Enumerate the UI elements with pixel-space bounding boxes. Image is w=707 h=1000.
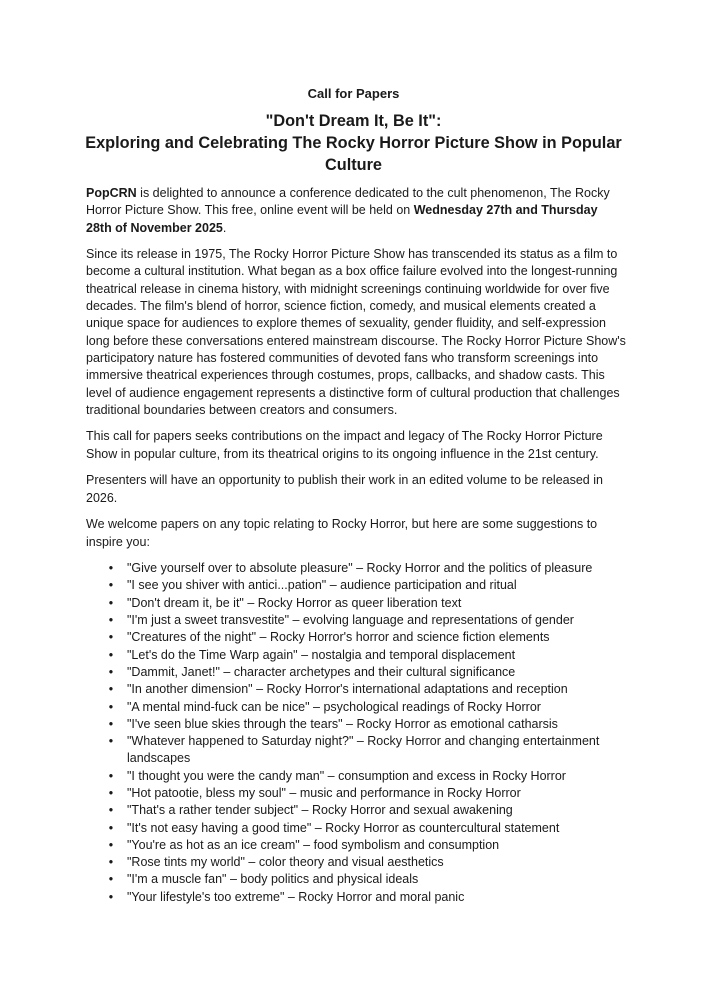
topic-text: "I'm a muscle fan" – body politics and physical ideals: [127, 872, 419, 887]
intro-text-2: .: [222, 220, 227, 235]
intro-paragraph: [86, 185, 626, 237]
list-item: [86, 854, 626, 871]
list-item: [86, 595, 626, 612]
list-item: [86, 664, 626, 681]
title-line-2: Exploring and Celebrating The Rocky Horror Picture Show in Popular Culture: [85, 134, 622, 174]
topic-text: "Don't dream it, be it" – Rocky Horror as queer liberation text: [127, 595, 462, 610]
list-item: [86, 768, 626, 785]
bullet-icon: •: [108, 699, 114, 714]
list-item: [86, 889, 626, 906]
document-kicker: Call for Papers: [307, 86, 400, 101]
bullet-icon: •: [108, 578, 114, 593]
bullet-icon: •: [108, 855, 114, 870]
topic-text: "I've seen blue skies through the tears" – Rocky Horror as emotional catharsis: [127, 716, 558, 731]
list-item: [86, 716, 626, 733]
list-item: [86, 820, 626, 837]
bullet-icon: •: [108, 768, 114, 783]
bullet-icon: •: [108, 803, 114, 818]
bullet-icon: •: [108, 561, 114, 576]
list-item: [86, 577, 626, 594]
organization-name: PopCRN: [86, 186, 137, 200]
list-item: [86, 629, 626, 646]
bullet-icon: •: [108, 716, 114, 731]
bullet-icon: •: [108, 785, 114, 800]
list-item: [86, 699, 626, 716]
topic-text: "Dammit, Janet!" – character archetypes and their cultural significance: [127, 664, 516, 679]
title-line-1: "Don't Dream It, Be It":: [265, 112, 442, 130]
list-item: [86, 681, 626, 698]
topic-text: "It's not easy having a good time" – Rocky Horror as countercultural statement: [127, 820, 560, 835]
bullet-icon: •: [108, 734, 114, 749]
bullet-icon: •: [108, 595, 114, 610]
bullet-icon: •: [108, 820, 114, 835]
list-item: [86, 560, 626, 577]
bullet-icon: •: [108, 682, 114, 697]
topic-text: "A mental mind-fuck can be nice" – psychological readings of Rocky Horror: [127, 699, 541, 714]
background-paragraph: Since its release in 1975, The Rocky Horror Picture Show has transcended its status as a film to become a cultural institution. What began as a box office failure evolved into the longest-running theatrical release in cinema history, with midnight screenings continuing worldwide for over five decades. The film's blend of horror, science fiction, comedy, and musical elements created a unique space for audiences to explore themes of sexuality, gender fluidity, and self-expression long before these conversations entered mainstream discourse. The Rocky Horror Picture Show's participatory nature has fostered communities of devoted fans who transform screenings into immersive theatrical experiences through costumes, props, callbacks, and shadow casts. This level of audience engagement represents a distinctive form of cultural production that challenges traditional boundaries between creators and consumers.: [86, 247, 626, 417]
list-item: [86, 647, 626, 664]
topic-text: "Your lifestyle's too extreme" – Rocky Horror and moral panic: [127, 889, 465, 904]
bullet-icon: •: [108, 613, 114, 628]
list-item: [86, 871, 626, 888]
publication-paragraph: Presenters will have an opportunity to publish their work in an edited volume to be released in 2026.: [86, 473, 603, 505]
bullet-icon: •: [108, 872, 114, 887]
bullet-icon: •: [108, 630, 114, 645]
intro-text-1: is delighted to announce a conference dedicated to the cult phenomenon, The Rocky Horror Picture Show. This free, online event will be held on: [86, 186, 610, 218]
document-body: [86, 185, 626, 906]
topic-text: "I'm just a sweet transvestite" – evolving language and representations of gender: [127, 613, 574, 628]
topic-text: "Hot patootie, bless my soul" – music and performance in Rocky Horror: [127, 785, 521, 800]
topic-text: "That's a rather tender subject" – Rocky Horror and sexual awakening: [127, 803, 513, 818]
scope-paragraph: This call for papers seeks contributions on the impact and legacy of The Rocky Horror Picture Show in popular culture, from its theatrical origins to its ongoing influence in the 21st century.: [86, 429, 603, 461]
topics-intro-paragraph: We welcome papers on any topic relating to Rocky Horror, but here are some suggestions to inspire you:: [86, 517, 598, 549]
bullet-icon: •: [108, 664, 114, 679]
list-item: [86, 612, 626, 629]
topic-text: "Give yourself over to absolute pleasure" – Rocky Horror and the politics of pleasure: [127, 561, 593, 576]
bullet-icon: •: [108, 837, 114, 852]
document-title: [60, 110, 647, 176]
bullet-icon: •: [108, 647, 114, 662]
topic-text: "You're as hot as an ice cream" – food symbolism and consumption: [127, 837, 500, 852]
event-dates: Wednesday 27th and Thursday 28th of November 2025: [86, 203, 598, 235]
topic-text: "Rose tints my world" – color theory and visual aesthetics: [127, 855, 444, 870]
list-item: [86, 837, 626, 854]
topic-suggestions-list: [86, 560, 626, 906]
topic-text: "Whatever happened to Saturday night?" – Rocky Horror and changing entertainment landscapes: [127, 734, 600, 766]
bullet-icon: •: [108, 889, 114, 904]
list-item: [86, 785, 626, 802]
topic-text: "I see you shiver with antici...pation" – audience participation and ritual: [127, 578, 517, 593]
topic-text: "In another dimension" – Rocky Horror's international adaptations and reception: [127, 682, 568, 697]
list-item: [86, 802, 626, 819]
topic-text: "Let's do the Time Warp again" – nostalgia and temporal displacement: [127, 647, 516, 662]
topic-text: "I thought you were the candy man" – consumption and excess in Rocky Horror: [127, 768, 566, 783]
list-item: [86, 733, 626, 768]
topic-text: "Creatures of the night" – Rocky Horror's horror and science fiction elements: [127, 630, 550, 645]
